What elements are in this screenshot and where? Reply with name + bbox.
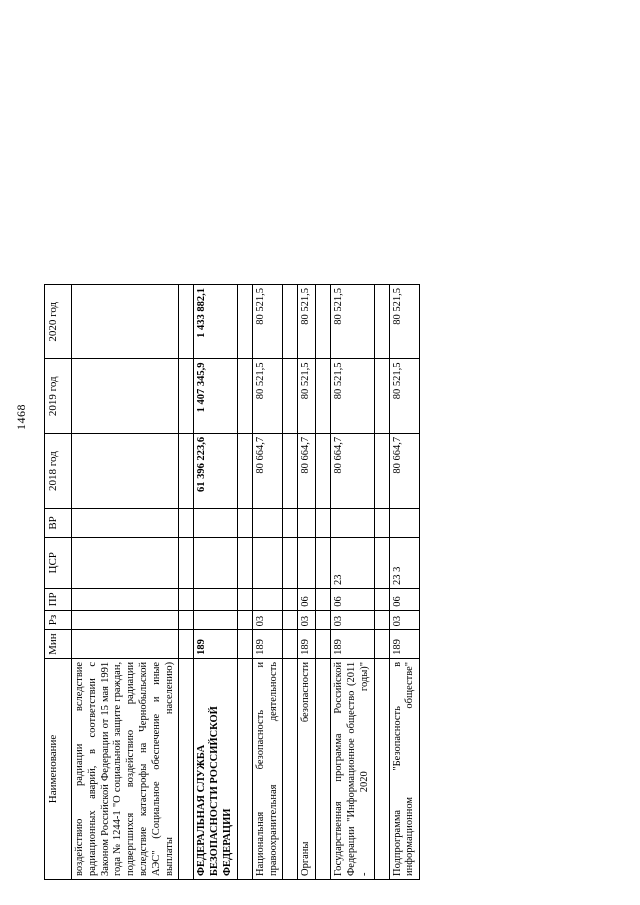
row-value-2020: 1 433 882,1 [194, 285, 237, 360]
row-min: 189 [194, 630, 237, 659]
row-value-2018 [72, 433, 179, 508]
table-row [252, 285, 283, 880]
budget-table [44, 284, 420, 880]
column-header-csr: ЦСР [45, 537, 72, 588]
row-rz: 03 [389, 610, 420, 630]
row-spacer [283, 285, 298, 880]
rotated-table-container [44, 284, 420, 880]
row-spacer [237, 285, 252, 880]
row-value-2019: 80 521,5 [389, 359, 420, 433]
row-rz: 03 [331, 610, 374, 630]
row-name: Органы безопасности [298, 658, 316, 879]
row-min: 189 [331, 630, 374, 659]
row-value-2019: 80 521,5 [298, 359, 316, 433]
row-value-2019: 80 521,5 [331, 359, 374, 433]
table-header [45, 285, 72, 880]
row-vr [194, 509, 237, 537]
row-value-2020: 80 521,5 [252, 285, 283, 360]
row-vr [389, 509, 420, 537]
row-csr: 23 [331, 537, 374, 588]
row-value-2019: 1 407 345,9 [194, 359, 237, 433]
row-value-2020: 80 521,5 [298, 285, 316, 360]
table-row [331, 285, 374, 880]
column-header-year-2019: 2019 год [45, 359, 72, 433]
row-pr [72, 588, 179, 610]
row-pr [194, 588, 237, 610]
page-number: 1468 [14, 404, 28, 430]
row-name: ФЕДЕРАЛЬНАЯ СЛУЖБА БЕЗОПАСНОСТИ РОССИЙСКОЙ ФЕДЕРАЦИИ [194, 658, 237, 879]
row-pr: 06 [389, 588, 420, 610]
row-pr: 06 [298, 588, 316, 610]
row-csr: 23 3 [389, 537, 420, 588]
row-vr [252, 509, 283, 537]
row-vr [72, 509, 179, 537]
row-value-2018: 80 664,7 [252, 433, 283, 508]
row-name: Национальная безопасность и правоохранительная деятельность [252, 658, 283, 879]
row-value-2018: 80 664,7 [298, 433, 316, 508]
row-csr [252, 537, 283, 588]
row-name: Государственная программа Российской Федерации "Информационное общество (2011 - 2020 годы)" [331, 658, 374, 879]
table-row [72, 285, 179, 880]
row-min [72, 630, 179, 659]
row-vr [298, 509, 316, 537]
row-csr [72, 537, 179, 588]
row-vr [331, 509, 374, 537]
row-rz: 03 [298, 610, 316, 630]
row-name: воздействию радиации вследствие радиационных аварий, в соответствии с Законом Российской Федерации от 15 мая 1991 года № 1244-1 "О социальной защите граждан, подвергшихся воздействию радиации вследствие катастрофы на Чернобыльской АЭС" (Социальное обеспечение и иные выплаты населению) [72, 658, 179, 879]
row-min: 189 [252, 630, 283, 659]
column-header-min: Мин [45, 630, 72, 659]
row-min: 189 [389, 630, 420, 659]
row-min: 189 [298, 630, 316, 659]
table-header-row [45, 285, 72, 880]
row-name: Подпрограмма "Безопасность в информационном обществе" [389, 658, 420, 879]
row-spacer [179, 285, 194, 880]
row-value-2018: 80 664,7 [389, 433, 420, 508]
row-pr: 06 [331, 588, 374, 610]
row-rz [72, 610, 179, 630]
row-rz: 03 [252, 610, 283, 630]
row-csr [298, 537, 316, 588]
column-header-year-2020: 2020 год [45, 285, 72, 360]
table-row [298, 285, 316, 880]
column-header-rz: Рз [45, 610, 72, 630]
row-value-2018: 80 664,7 [331, 433, 374, 508]
row-spacer [374, 285, 389, 880]
row-value-2019: 80 521,5 [252, 359, 283, 433]
row-value-2018: 61 396 223,6 [194, 433, 237, 508]
column-header-vr: ВР [45, 509, 72, 537]
row-value-2020: 80 521,5 [389, 285, 420, 360]
row-pr [252, 588, 283, 610]
row-value-2020: 80 521,5 [331, 285, 374, 360]
table-body [72, 285, 420, 880]
row-rz [194, 610, 237, 630]
row-csr [194, 537, 237, 588]
table-row [389, 285, 420, 880]
row-value-2019 [72, 359, 179, 433]
column-header-year-2018: 2018 год [45, 433, 72, 508]
table-row [194, 285, 237, 880]
row-value-2020 [72, 285, 179, 360]
column-header-name: Наименование [45, 658, 72, 879]
row-spacer [316, 285, 331, 880]
column-header-pr: ПР [45, 588, 72, 610]
